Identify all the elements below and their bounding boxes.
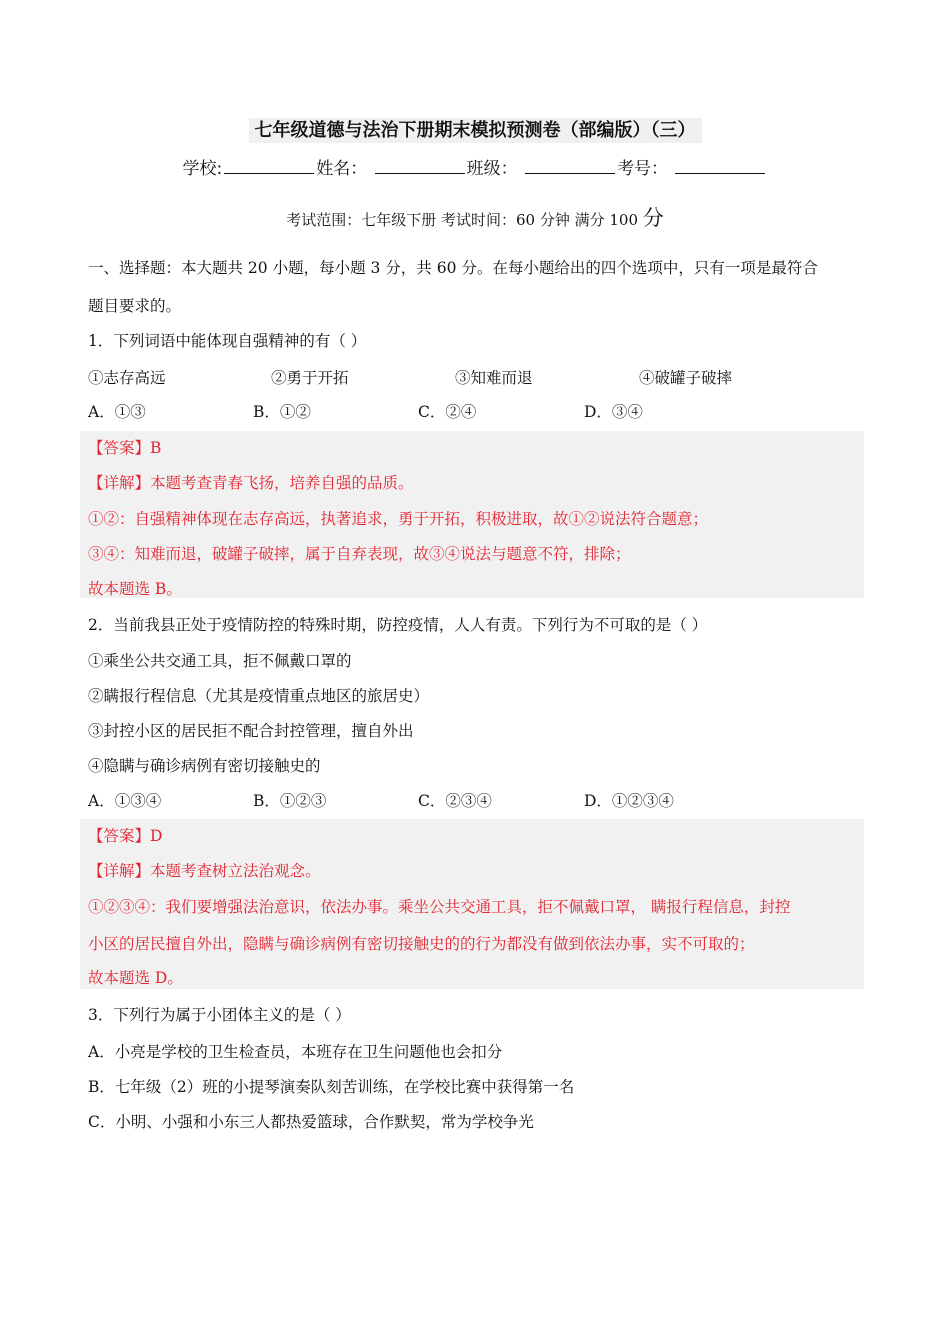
exam-scope-text: 考试范围：七年级下册 考试时间：60 分钟 满分 100 — [286, 211, 643, 229]
q3-choice-a[interactable]: A．小亮是学校的卫生检查员，本班存在卫生问题他也会扣分 — [88, 1043, 503, 1061]
q2-conclusion: 故本题选 D。 — [88, 969, 183, 987]
q1-detail: 【详解】本题考查青春飞扬，培养自强的品质。 — [88, 474, 414, 492]
q2-explain-2: 小区的居民擅自外出，隐瞒与确诊病例有密切接触史的的行为都没有做到依法办事，实不可取的； — [88, 935, 755, 953]
q2-answer: 【答案】D — [88, 827, 163, 845]
class-blank[interactable] — [525, 159, 615, 174]
q2-stem: 2．当前我县正处于疫情防控的特殊时期，防控疫情，人人有责。下列行为不可取的是（ ） — [88, 616, 708, 634]
q2-choice-a[interactable]: A．①③④ — [88, 792, 162, 810]
q2-choice-d[interactable]: D．①②③④ — [584, 792, 674, 810]
q2-item-1: ①乘坐公共交通工具，拒不佩戴口罩的 — [88, 652, 352, 670]
q1-choice-a[interactable]: A．①③ — [88, 403, 146, 421]
exam-title — [0, 116, 950, 142]
school-label: 学校: — [182, 159, 223, 179]
exam-title-text: 七年级道德与法治下册期末模拟预测卷（部编版）（三） — [249, 118, 702, 143]
student-info-line — [0, 154, 950, 179]
q2-explain-1: ①②③④：我们要增强法治意识，依法办事。乘坐公共交通工具，拒不佩戴口罩， 瞒报行程信息，封控 — [88, 898, 791, 916]
exam-no-label: 考号： — [617, 159, 669, 179]
q2-detail: 【详解】本题考查树立法治观念。 — [88, 862, 321, 880]
exam-no-blank[interactable] — [675, 159, 765, 174]
q2-choice-b[interactable]: B．①②③ — [253, 792, 327, 810]
q1-item-2: ②勇于开拓 — [271, 369, 349, 387]
name-label: 姓名： — [316, 159, 368, 179]
q1-explain-2: ③④：知难而退，破罐子破摔，属于自弃表现，故③④说法与题意不符，排除； — [88, 545, 631, 563]
q1-explain-1: ①②：自强精神体现在志存高远，执著追求，勇于开拓，积极进取，故①②说法符合题意； — [88, 510, 709, 528]
q1-item-3: ③知难而退 — [455, 369, 533, 387]
q2-item-4: ④隐瞒与确诊病例有密切接触史的 — [88, 757, 321, 775]
q3-stem: 3．下列行为属于小团体主义的是（ ） — [88, 1006, 351, 1024]
q1-choice-c[interactable]: C．②④ — [418, 403, 477, 421]
school-blank[interactable] — [224, 159, 314, 174]
q1-choice-d[interactable]: D．③④ — [584, 403, 643, 421]
section-heading-line2: 题目要求的。 — [88, 297, 182, 315]
exam-scope-line — [0, 202, 950, 232]
exam-scope-unit: 分 — [642, 206, 664, 230]
q1-choice-b[interactable]: B．①② — [253, 403, 311, 421]
q2-item-2: ②瞒报行程信息（尤其是疫情重点地区的旅居史） — [88, 687, 430, 705]
section-heading-line1: 一、选择题：本大题共 20 小题，每小题 3 分，共 60 分。在每小题给出的四个选项中，只有一项是最符合 — [88, 259, 818, 277]
class-label: 班级： — [466, 159, 518, 179]
q1-item-1: ①志存高远 — [88, 369, 166, 387]
q1-answer: 【答案】B — [88, 439, 162, 457]
name-blank[interactable] — [375, 159, 465, 174]
q3-choice-c[interactable]: C．小明、小强和小东三人都热爱篮球，合作默契，常为学校争光 — [88, 1113, 534, 1131]
q1-conclusion: 故本题选 B。 — [88, 580, 182, 598]
q2-choice-c[interactable]: C．②③④ — [418, 792, 492, 810]
q1-item-4: ④破罐子破摔 — [639, 369, 733, 387]
q3-choice-b[interactable]: B．七年级（2）班的小提琴演奏队刻苦训练，在学校比赛中获得第一名 — [88, 1078, 575, 1096]
q2-item-3: ③封控小区的居民拒不配合封控管理，擅自外出 — [88, 722, 414, 740]
q1-stem: 1．下列词语中能体现自强精神的有（ ） — [88, 332, 367, 350]
